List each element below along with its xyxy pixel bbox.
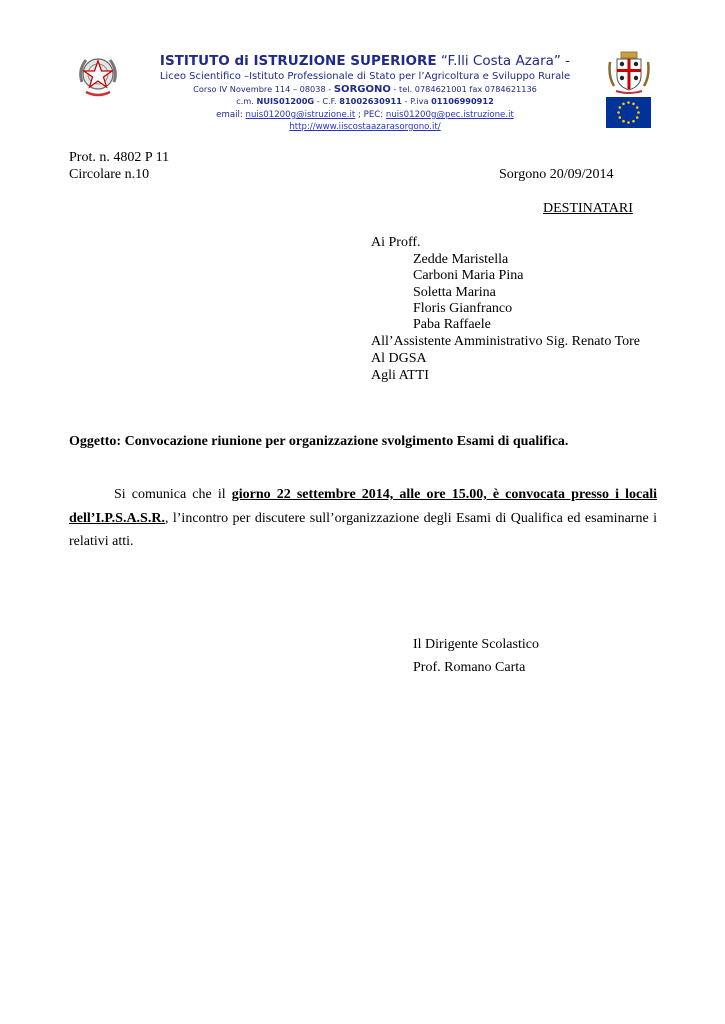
european-union-flag-icon: [606, 97, 651, 128]
recipients-intro: Ai Proff.: [371, 235, 421, 250]
pec-link[interactable]: nuis01200g@pec.istruzione.it: [385, 110, 514, 120]
body-paragraph: [69, 483, 657, 554]
website-link[interactable]: http://www.iiscostaazarasorgono.it/: [289, 122, 441, 132]
body-intro: Si comunica che il: [114, 487, 232, 502]
email-link[interactable]: nuis01200g@istruzione.it: [245, 110, 356, 120]
signature-name: Prof. Romano Carta: [413, 660, 526, 675]
recipient-teacher: Carboni Maria Pina: [413, 268, 524, 283]
protocol-number: Prot. n. 4802 P 11: [69, 150, 170, 165]
email-label: email:: [216, 110, 243, 120]
place-date: Sorgono 20/09/2014: [499, 167, 614, 182]
school-name-suffix: “F.lli Costa Azara” -: [440, 53, 571, 69]
recipient-teacher: Soletta Marina: [413, 285, 496, 300]
contact-separator: ;: [358, 110, 361, 120]
cm-label: c.m.: [236, 96, 254, 106]
cf-label: - C.F.: [316, 96, 337, 106]
italian-republic-emblem-icon: [76, 52, 120, 100]
school-name-bold: ISTITUTO di ISTRUZIONE SUPERIORE: [159, 53, 437, 69]
cm-value: NUIS01200G: [256, 96, 315, 106]
address-street: Corso IV Novembre 114 – 08038 -: [193, 84, 332, 94]
recipient-archive: Agli ATTI: [371, 368, 429, 383]
meeting-details: giorno 22 settembre 2014, alle ore 15.00, è convocata presso i locali dell’I.P.S.A.S.R.: [69, 487, 657, 526]
recipient-teacher: Floris Gianfranco: [413, 301, 513, 316]
signature-role: Il Dirigente Scolastico: [413, 637, 539, 652]
sardinia-coat-of-arms-icon: [606, 50, 652, 94]
piva-label: - P.iva: [404, 96, 429, 106]
school-website: [130, 122, 600, 132]
school-contacts: [130, 110, 600, 120]
address-city: SORGONO: [333, 84, 391, 95]
school-subtitle: Liceo Scientifico –Istituto Professionale di Stato per l’Agricoltura e Sviluppo Rurale: [159, 71, 571, 82]
recipient-teacher: Paba Raffaele: [413, 317, 491, 332]
piva-value: 01106990912: [431, 96, 494, 106]
school-address: [130, 84, 600, 95]
school-name: [130, 53, 600, 69]
pec-label: PEC:: [363, 110, 384, 120]
cf-value: 81002630911: [339, 96, 402, 106]
address-phone-fax: - tel. 0784621001 fax 0784621136: [393, 84, 537, 94]
recipient-teacher: Zedde Maristella: [413, 252, 509, 267]
subject-line: Oggetto: Convocazione riunione per organizzazione svolgimento Esami di qualifica.: [69, 434, 569, 449]
recipient-staff: All’Assistente Amministrativo Sig. Renato Tore: [371, 334, 641, 349]
recipients-heading: DESTINATARI: [543, 201, 633, 216]
circular-number: Circolare n.10: [69, 167, 150, 182]
body-rest: , l’incontro per discutere sull’organizzazione degli Esami di Qualifica ed esaminarne i relativi atti.: [69, 510, 657, 549]
recipient-dgsa: Al DGSA: [371, 351, 427, 366]
school-codes: [130, 96, 600, 106]
